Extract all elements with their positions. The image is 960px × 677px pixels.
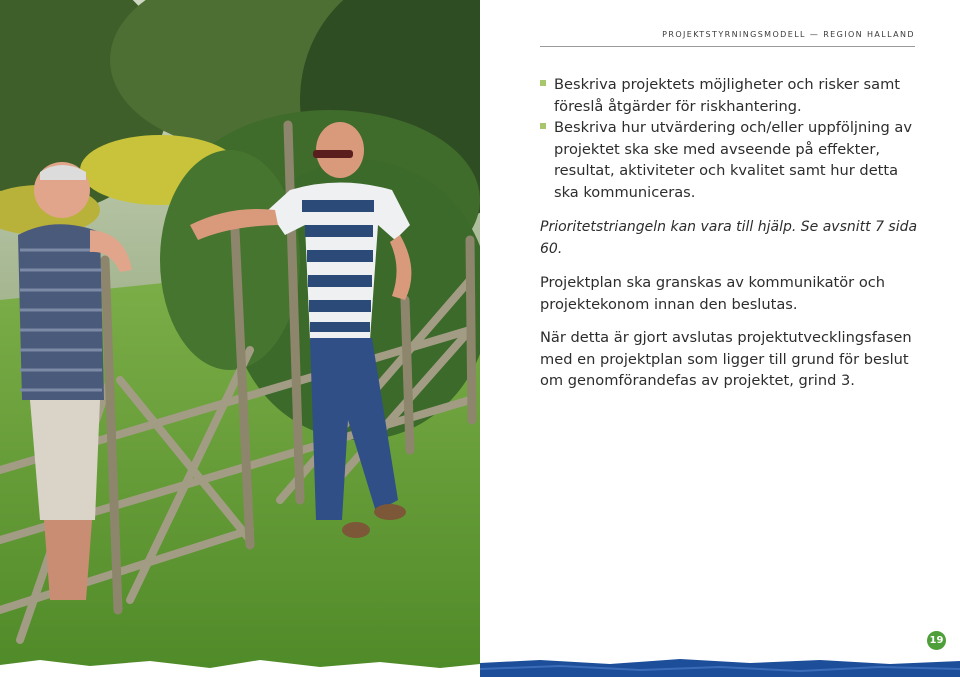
page-content [540, 74, 918, 392]
page-number-badge: 19 [927, 631, 946, 650]
bullet-text: Beskriva hur utvärdering och/eller uppföljning av projektet ska ske med avseende på effekter, resultat, aktiviteter och kvalitet samt hur detta ska kommuniceras. [554, 119, 913, 201]
list-item [540, 117, 918, 203]
brush-stroke-band-icon [480, 657, 960, 677]
reference-note: Prioritetstriangeln kan vara till hjälp. Se avsnitt 7 sida 60. [540, 219, 918, 257]
list-item [540, 74, 918, 117]
bullet-square-icon [540, 123, 546, 129]
bullet-list [540, 74, 918, 203]
paragraph-decision: När detta är gjort avslutas projektutvecklingsfasen med en projektplan som ligger till grund för beslut om genomförandefas av projektet, grind 3. [540, 329, 912, 389]
bullet-square-icon [540, 80, 546, 86]
running-header: PROJEKTSTYRNINGSMODELL — REGION HALLAND [540, 30, 915, 47]
paragraph-review: Projektplan ska granskas av kommunikatör och projektekonom innan den beslutas. [540, 274, 886, 313]
bullet-text: Beskriva projektets möjligheter och risker samt föreslå åtgärder för riskhantering. [554, 76, 901, 115]
